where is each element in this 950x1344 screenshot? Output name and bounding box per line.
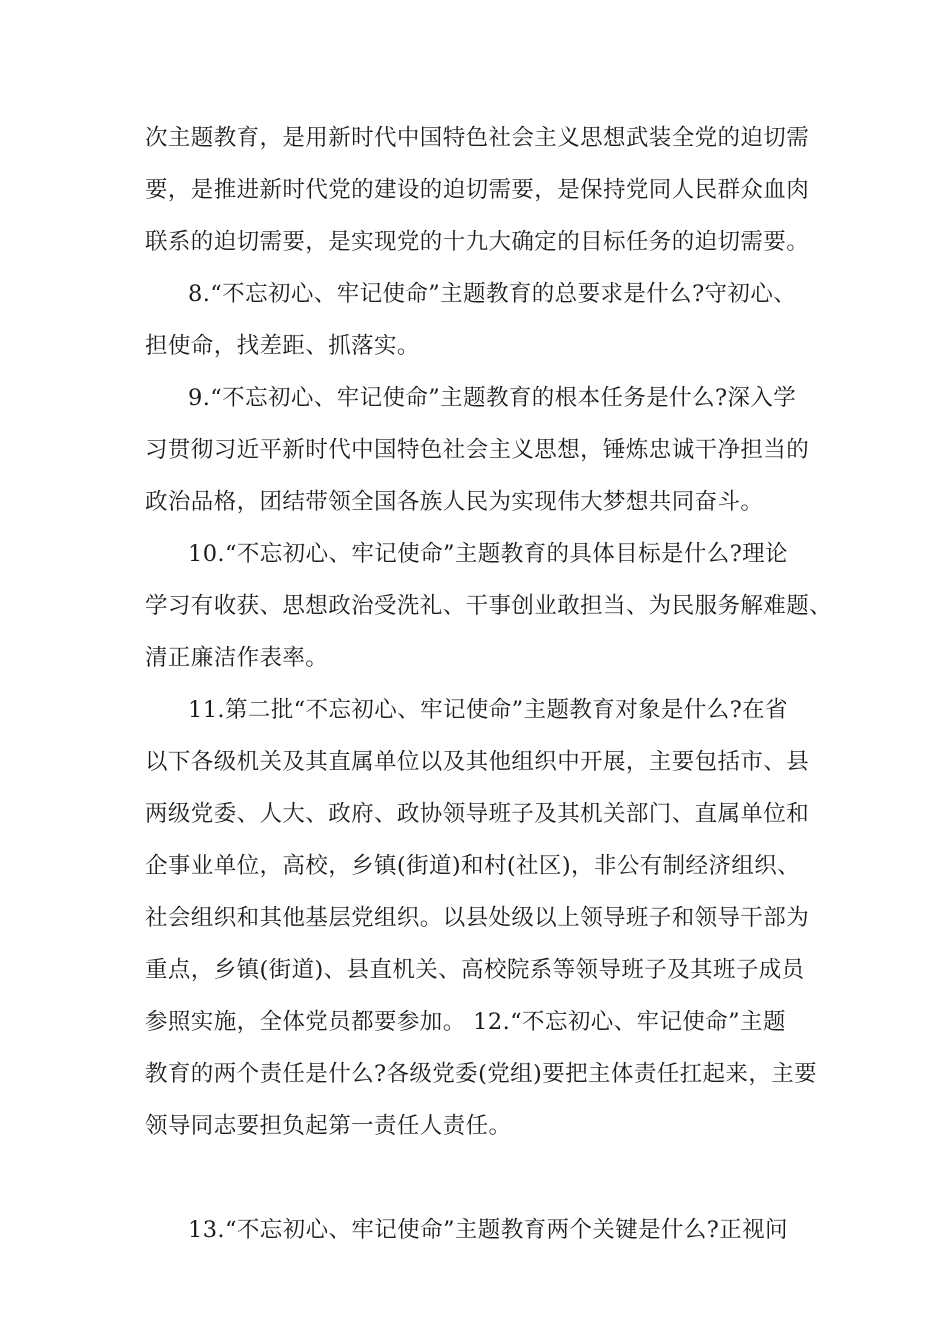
text-line: 次主题教育，是用新时代中国特色社会主义思想武装全党的迫切需 xyxy=(145,125,810,151)
paragraph-8-first-line: 8.“不忘初心、牢记使命”主题教育的总要求是什么?守初心、 xyxy=(188,281,797,307)
text-line: 两级党委、人大、政府、政协领导班子及其机关部门、直属单位和 xyxy=(145,801,810,827)
text-line: 习贯彻习近平新时代中国特色社会主义思想，锤炼忠诚干净担当的 xyxy=(145,437,810,463)
text-line: 重点，乡镇(街道)、县直机关、高校院系等领导班子及其班子成员 xyxy=(145,957,805,983)
text-line: 社会组织和其他基层党组织。以县处级以上领导班子和领导干部为 xyxy=(145,905,810,931)
paragraph-9-first-line: 9.“不忘初心、牢记使命”主题教育的根本任务是什么?深入学 xyxy=(188,385,797,411)
text-line: 企事业单位，高校，乡镇(街道)和村(社区)，非公有制经济组织、 xyxy=(145,853,801,879)
text-line: 政治品格，团结带领全国各族人民为实现伟大梦想共同奋斗。 xyxy=(145,489,764,515)
paragraph-11-first-line: 11.第二批“不忘初心、牢记使命”主题教育对象是什么?在省 xyxy=(188,697,788,723)
paragraph-10-first-line: 10.“不忘初心、牢记使命”主题教育的具体目标是什么?理论 xyxy=(188,541,788,567)
text-line: 教育的两个责任是什么?各级党委(党组)要把主体责任扛起来，主要 xyxy=(145,1061,818,1087)
paragraph-13-first-line: 13.“不忘初心、牢记使命”主题教育两个关键是什么?正视问 xyxy=(188,1217,788,1243)
text-line: 担使命，找差距、抓落实。 xyxy=(145,333,420,359)
text-line: 以下各级机关及其直属单位以及其他组织中开展，主要包括市、县 xyxy=(145,749,810,775)
text-line: 领导同志要担负起第一责任人责任。 xyxy=(145,1113,512,1139)
text-line: 清正廉洁作表率。 xyxy=(145,645,329,671)
text-line: 要，是推进新时代党的建设的迫切需要，是保持党同人民群众血肉 xyxy=(145,177,810,203)
text-line: 参照实施，全体党员都要参加。 12.“不忘初心、牢记使命”主题 xyxy=(145,1009,786,1035)
text-line: 学习有收获、思想政治受洗礼、干事创业敢担当、为民服务解难题、 xyxy=(145,593,833,619)
text-line: 联系的迫切需要，是实现党的十九大确定的目标任务的迫切需要。 xyxy=(145,229,810,255)
